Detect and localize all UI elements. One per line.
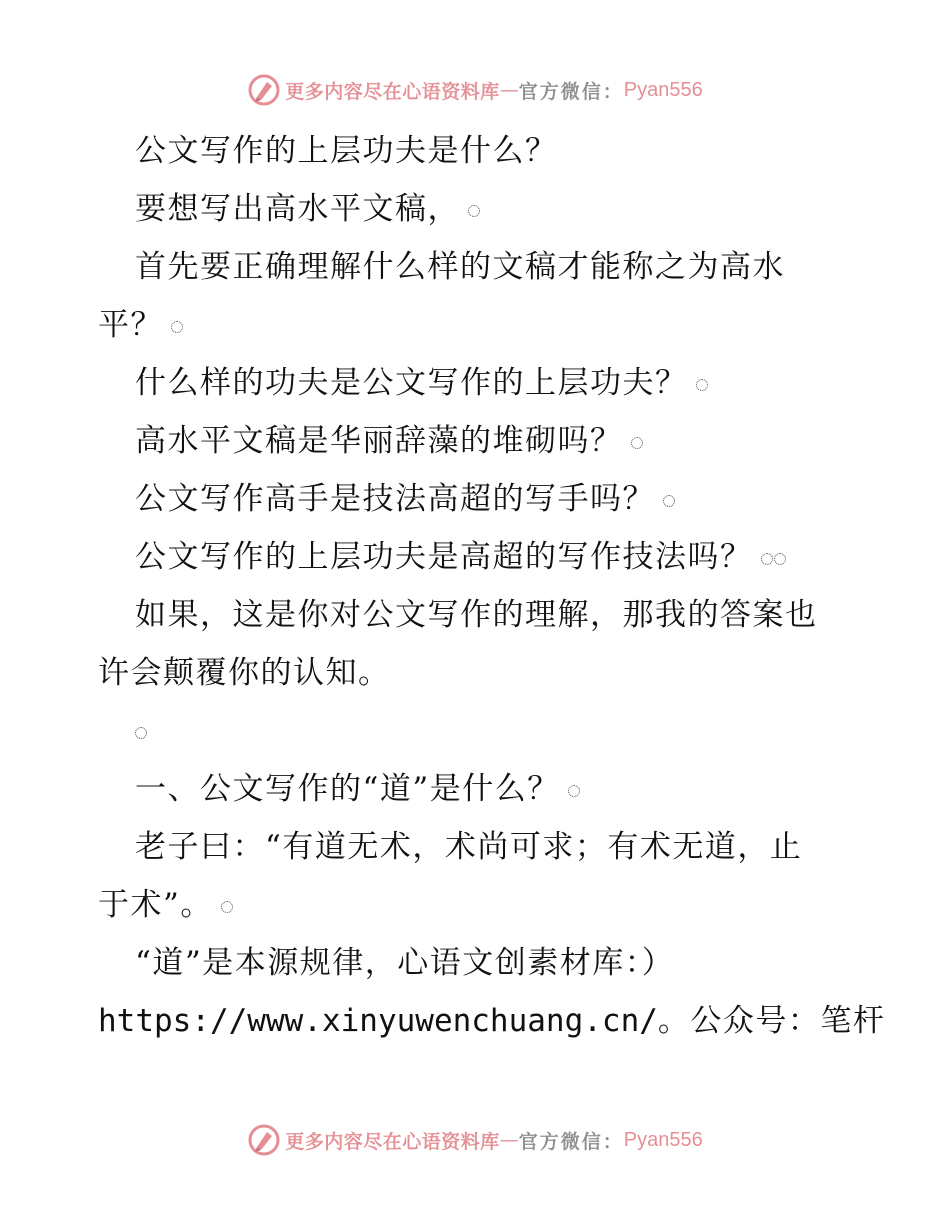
paragraph-mark-icon (663, 495, 675, 507)
paragraph-mark-icon (631, 437, 643, 449)
text-line: 要想写出高水平文稿， (98, 180, 858, 238)
text-line: 许会颠覆你的认知。 (98, 655, 391, 691)
banner-label: 官方微信： (518, 1130, 624, 1153)
banner-dash: — (499, 1129, 519, 1151)
paragraph-mark-icon (696, 379, 708, 391)
text-line: 老子曰：“有道无术，术尚可求；有术无道，止 (135, 829, 803, 865)
text-line: 高水平文稿是华丽辞藻的堆砌吗？ (98, 412, 858, 470)
text-line: 如果，这是你对公文写作的理解，那我的答案也 (135, 597, 818, 633)
paragraph-mark-icon (171, 321, 183, 333)
header-banner (0, 70, 950, 110)
text-line: 于术”。 (98, 876, 858, 934)
text-line: 平？ (98, 296, 858, 354)
paragraph-mark-icon (774, 553, 786, 565)
document-body (98, 122, 886, 1050)
banner-label: 官方微信： (518, 80, 624, 103)
banner-wechat-id: Pyan556 (623, 78, 703, 101)
footer-banner (0, 1120, 950, 1160)
website-url: https://www.xinyuwenchuang.cn/ (98, 1003, 658, 1039)
text-line-empty (98, 702, 858, 760)
banner-wechat-id: Pyan556 (623, 1128, 703, 1151)
text-line: “道”是本源规律，心语文创素材库：） (135, 945, 675, 981)
paragraph-mark-icon (568, 785, 580, 797)
paragraph-mark-icon (468, 205, 480, 217)
banner-main-text: 更多内容尽在心语资料库 (285, 1130, 500, 1153)
text-line: 首先要正确理解什么样的文稿才能称之为高水 (135, 249, 785, 285)
text-line: 什么样的功夫是公文写作的上层功夫？ (98, 354, 858, 412)
text-line: 公文写作的上层功夫是高超的写作技法吗？ (98, 528, 858, 586)
paragraph-mark-icon (221, 901, 233, 913)
banner-dash: — (499, 79, 519, 101)
paragraph-mark-icon (135, 727, 147, 739)
paragraph-mark-icon (761, 553, 773, 565)
pen-logo-icon (247, 1123, 281, 1157)
text-line: 公文写作高手是技法高超的写手吗？ (98, 470, 858, 528)
text-line: 公文写作的上层功夫是什么？ (135, 133, 558, 169)
text-line: https://www.xinyuwenchuang.cn/。公众号：笔杆 (98, 1003, 886, 1039)
pen-logo-icon (247, 73, 281, 107)
section-heading: 一、公文写作的“道”是什么？ (98, 760, 858, 818)
banner-main-text: 更多内容尽在心语资料库 (285, 80, 500, 103)
